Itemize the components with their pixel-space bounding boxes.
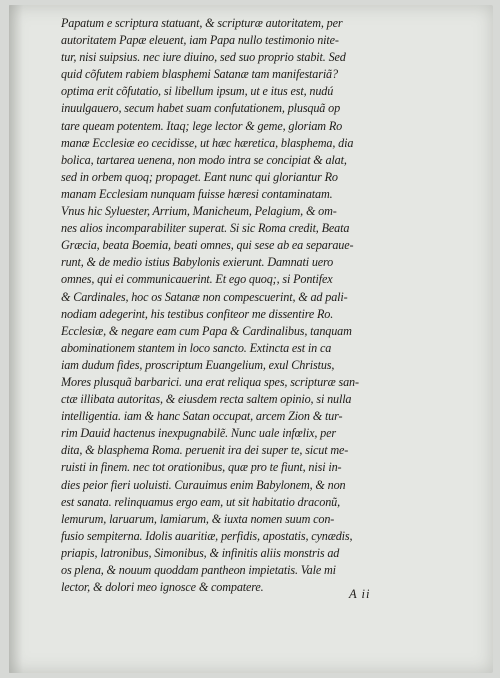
text-line: rim Dauid hactenus inexpugnabilẽ. Nunc uale infœlix, per bbox=[61, 426, 336, 441]
text-line: dies peior fieri uoluisti. Curauimus enim Babylonem, & non bbox=[61, 477, 346, 492]
text-line: Græcia, beata Boemia, beati omnes, qui sese ab ea separaue- bbox=[61, 238, 354, 253]
text-line: Vnus hic Syluester, Arrium, Manicheum, Pelagium, & om- bbox=[61, 204, 337, 219]
body-text bbox=[61, 15, 439, 596]
text-line: omnes, qui ei communicauerint. Et ego quoq;, si Pontifex bbox=[61, 272, 333, 287]
text-line: & Cardinales, hoc os Satanæ non compescuerint, & ad pali- bbox=[61, 289, 348, 304]
text-line: os plena, & nouum quoddam pantheon impietatis. Vale mi bbox=[61, 563, 336, 577]
text-line: manæ Ecclesiæ eo cecidisse, ut hæc hæretica, blasphema, dia bbox=[61, 135, 354, 150]
text-line: autoritatem Papæ eleuent, iam Papa nullo testimonio nite- bbox=[61, 33, 339, 48]
text-line: est sanata. relinquamus ergo eam, ut sit habitatio draconũ, bbox=[61, 494, 341, 509]
book-page bbox=[9, 5, 493, 673]
text-line: abominationem stantem in loco sancto. Extincta est in ca bbox=[61, 340, 332, 355]
text-line: bolica, tartarea uenena, non modo intra se concipiat & alat, bbox=[61, 152, 347, 167]
text-line: inuulgauero, secum habet suam confutationem, plusquã op bbox=[61, 101, 341, 116]
text-line: manam Ecclesiam nunquam fuisse hæresi contaminatam. bbox=[61, 186, 333, 201]
text-line: fusio sempiterna. Idolis auaritiæ, perfidis, apostatis, cynædis, bbox=[61, 528, 353, 543]
text-line: runt, & de medio istius Babylonis exierunt. Damnati uero bbox=[61, 255, 334, 270]
text-line: dita, & blasphema Roma. peruenit ira dei super te, sicut me- bbox=[61, 443, 349, 458]
text-line: nodiam adegerint, his testibus confiteor me dissentire Ro. bbox=[61, 306, 334, 321]
text-line: tare queam potentem. Itaq; lege lector & geme, gloriam Ro bbox=[61, 118, 343, 133]
text-line: ruisti in finem. nec tot orationibus, quæ pro te fiunt, nisi in- bbox=[61, 460, 342, 475]
text-line: quid cõfutem rabiem blasphemi Satanæ tam manifestariã? bbox=[61, 67, 338, 82]
page-gutter-shadow bbox=[9, 5, 23, 673]
text-line: ctæ illibata autoritas, & eiusdem recta saltem opinio, si nulla bbox=[61, 392, 352, 407]
text-line: Ecclesiæ, & negare eam cum Papa & Cardinalibus, tanquam bbox=[61, 323, 352, 338]
text-line: intelligentia. iam & hanc Satan occupat, arcem Zion & tur- bbox=[61, 409, 343, 424]
text-line: tur, nisi suipsius. nec iure diuino, sed suo proprio stabit. Sed bbox=[61, 50, 346, 65]
text-line: Mores plusquã barbarici. una erat reliqua spes, scripturæ san- bbox=[61, 374, 359, 389]
text-line: iam dudum fides, proscriptum Euangelium, exul Christus, bbox=[61, 357, 335, 372]
text-line: Papatum e scriptura statuant, & scripturæ autoritatem, per bbox=[61, 16, 343, 30]
text-line: nes alios incomparabiliter superat. Si sic Roma credit, Beata bbox=[61, 221, 350, 236]
text-line: lector, & dolori meo ignosce & compatere. bbox=[61, 580, 264, 595]
text-line: optima erit cõfutatio, si libellum ipsum, ut e itus est, nudú bbox=[61, 84, 334, 99]
text-line: priapis, latronibus, Simonibus, & infinitis aliis monstris ad bbox=[61, 545, 340, 560]
text-line: lemurum, laruarum, lamiarum, & iuxta nomen suum con- bbox=[61, 511, 335, 526]
signature-mark: A ii bbox=[349, 587, 371, 601]
text-line: sed in orbem quoq; propaget. Eant nunc qui gloriantur Ro bbox=[61, 169, 338, 184]
